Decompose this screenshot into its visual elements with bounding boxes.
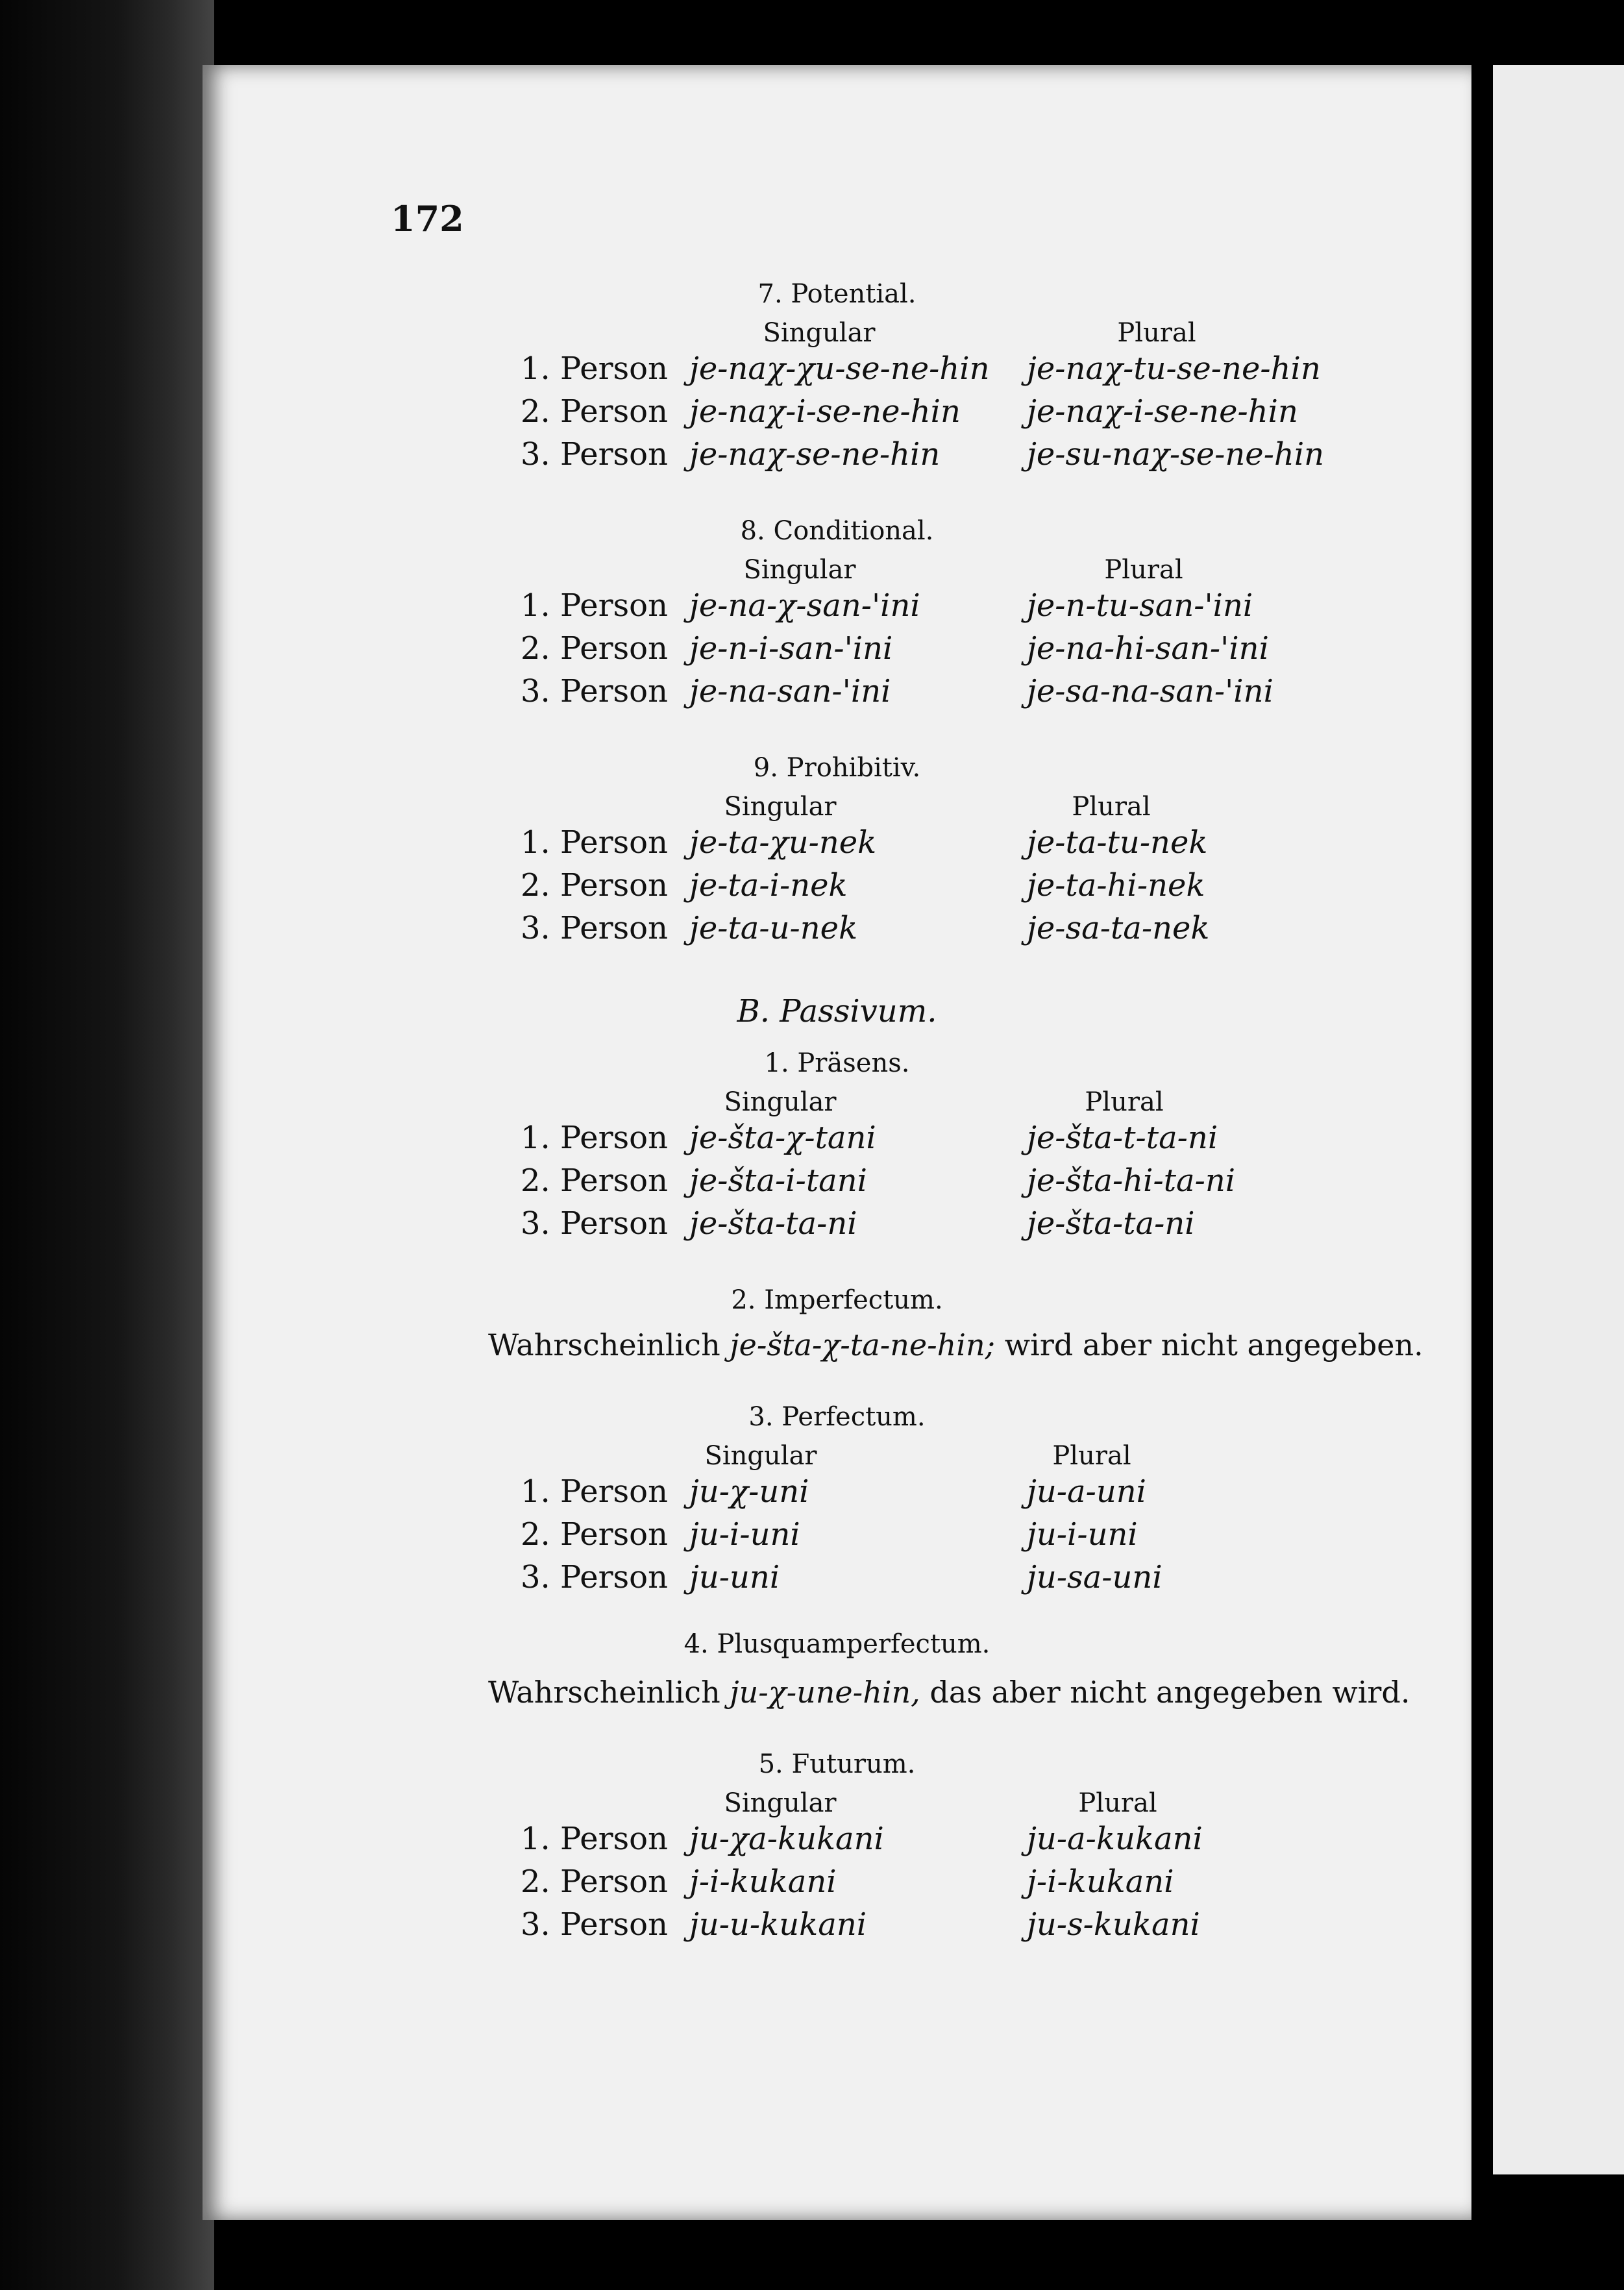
singular-header: Singular <box>724 1788 837 1818</box>
person-label: 3. Person <box>521 1205 668 1242</box>
note-text: Wahrscheinlich <box>488 1327 720 1362</box>
table-row <box>203 910 1471 953</box>
plural-header: Plural <box>1117 318 1196 348</box>
note-imperfectum <box>488 1327 1429 1362</box>
plural-header: Plural <box>1104 555 1183 585</box>
table-row <box>203 1473 1471 1516</box>
singular-form: ju-uni <box>689 1559 780 1595</box>
singular-form: je-naχ-χu-se-ne-hin <box>689 351 990 387</box>
person-label: 1. Person <box>521 1821 668 1857</box>
plural-form: je-naχ-tu-se-ne-hin <box>1027 351 1321 387</box>
adjacent-page <box>1493 65 1624 2174</box>
singular-form: je-naχ-se-ne-hin <box>689 436 941 473</box>
plural-header: Plural <box>1078 1788 1157 1818</box>
section-title: 2. Imperfectum. <box>731 1285 943 1315</box>
plural-header: Plural <box>1085 1087 1164 1117</box>
table-row <box>203 673 1471 716</box>
singular-header: Singular <box>724 792 837 822</box>
plural-form: je-ta-tu-nek <box>1027 824 1208 861</box>
person-label: 2. Person <box>521 630 668 667</box>
note-form: ju-χ-une-hin, <box>730 1675 920 1710</box>
person-label: 3. Person <box>521 1559 668 1595</box>
person-label: 1. Person <box>521 351 668 387</box>
person-label: 3. Person <box>521 673 668 709</box>
table-row <box>203 1205 1471 1248</box>
singular-header: Singular <box>724 1087 837 1117</box>
section-title: 9. Prohibitiv. <box>753 753 921 783</box>
singular-form: je-naχ-i-se-ne-hin <box>689 393 961 430</box>
note-text: das aber nicht angegeben wird. <box>929 1675 1410 1710</box>
plural-form: j-i-kukani <box>1027 1864 1174 1900</box>
table-row <box>203 1163 1471 1205</box>
singular-form: je-šta-i-tani <box>689 1163 868 1199</box>
table-row <box>203 587 1471 630</box>
part-title: B. Passivum. <box>737 993 937 1029</box>
plural-form: ju-i-uni <box>1027 1516 1138 1553</box>
table-row <box>203 436 1471 479</box>
plural-form: je-sa-na-san-'ini <box>1027 673 1273 709</box>
table-row <box>203 1516 1471 1559</box>
person-label: 3. Person <box>521 436 668 473</box>
plural-form: je-su-naχ-se-ne-hin <box>1027 436 1325 473</box>
page-number: 172 <box>391 198 464 240</box>
plural-form: ju-a-kukani <box>1027 1821 1203 1857</box>
note-text: Wahrscheinlich <box>488 1675 720 1710</box>
plural-header: Plural <box>1072 792 1151 822</box>
plural-form: je-naχ-i-se-ne-hin <box>1027 393 1298 430</box>
plural-form: ju-s-kukani <box>1027 1906 1200 1943</box>
book-page <box>203 65 1471 2220</box>
singular-form: ju-i-uni <box>689 1516 800 1553</box>
singular-header: Singular <box>763 318 876 348</box>
table-row <box>203 1906 1471 1949</box>
singular-form: je-ta-χu-nek <box>689 824 877 861</box>
singular-header: Singular <box>704 1441 817 1471</box>
table-row <box>203 351 1471 393</box>
singular-header: Singular <box>743 555 856 585</box>
singular-form: je-na-san-'ini <box>689 673 891 709</box>
singular-form: je-na-χ-san-'ini <box>689 587 920 624</box>
table-row <box>203 824 1471 867</box>
table-row <box>203 1559 1471 1602</box>
singular-form: j-i-kukani <box>689 1864 837 1900</box>
plural-form: je-ta-hi-nek <box>1027 867 1205 904</box>
note-plusquamperfectum <box>488 1675 1429 1710</box>
plural-form: je-šta-hi-ta-ni <box>1027 1163 1236 1199</box>
table-row <box>203 1120 1471 1163</box>
singular-form: ju-χa-kukani <box>689 1821 884 1857</box>
plural-form: je-sa-ta-nek <box>1027 910 1210 946</box>
person-label: 1. Person <box>521 1473 668 1510</box>
person-label: 1. Person <box>521 824 668 861</box>
section-title: 8. Conditional. <box>740 516 934 546</box>
note-form: je-šta-χ-ta-ne-hin; <box>730 1327 996 1362</box>
plural-header: Plural <box>1052 1441 1131 1471</box>
book-spine <box>0 0 214 2290</box>
table-row <box>203 630 1471 673</box>
person-label: 3. Person <box>521 1906 668 1943</box>
table-row <box>203 1864 1471 1906</box>
person-label: 2. Person <box>521 1516 668 1553</box>
table-row <box>203 1821 1471 1864</box>
plural-form: je-n-tu-san-'ini <box>1027 587 1253 624</box>
person-label: 3. Person <box>521 910 668 946</box>
section-title: 1. Präsens. <box>764 1048 910 1078</box>
table-row <box>203 393 1471 436</box>
plural-form: ju-sa-uni <box>1027 1559 1163 1595</box>
singular-form: ju-u-kukani <box>689 1906 867 1943</box>
section-title: 4. Plusquamperfectum. <box>683 1629 990 1659</box>
person-label: 2. Person <box>521 1163 668 1199</box>
person-label: 2. Person <box>521 393 668 430</box>
plural-form: je-šta-ta-ni <box>1027 1205 1195 1242</box>
singular-form: je-šta-χ-tani <box>689 1120 876 1156</box>
section-title: 7. Potential. <box>757 279 917 309</box>
person-label: 1. Person <box>521 1120 668 1156</box>
singular-form: je-ta-u-nek <box>689 910 858 946</box>
singular-form: je-šta-ta-ni <box>689 1205 857 1242</box>
note-text: wird aber nicht angegeben. <box>1004 1327 1423 1362</box>
person-label: 2. Person <box>521 1864 668 1900</box>
plural-form: je-na-hi-san-'ini <box>1027 630 1269 667</box>
singular-form: je-n-i-san-'ini <box>689 630 893 667</box>
singular-form: je-ta-i-nek <box>689 867 848 904</box>
singular-form: ju-χ-uni <box>689 1473 809 1510</box>
person-label: 2. Person <box>521 867 668 904</box>
section-title: 5. Futurum. <box>758 1749 916 1779</box>
plural-form: je-šta-t-ta-ni <box>1027 1120 1218 1156</box>
person-label: 1. Person <box>521 587 668 624</box>
table-row <box>203 867 1471 910</box>
plural-form: ju-a-uni <box>1027 1473 1147 1510</box>
section-title: 3. Perfectum. <box>748 1402 926 1432</box>
